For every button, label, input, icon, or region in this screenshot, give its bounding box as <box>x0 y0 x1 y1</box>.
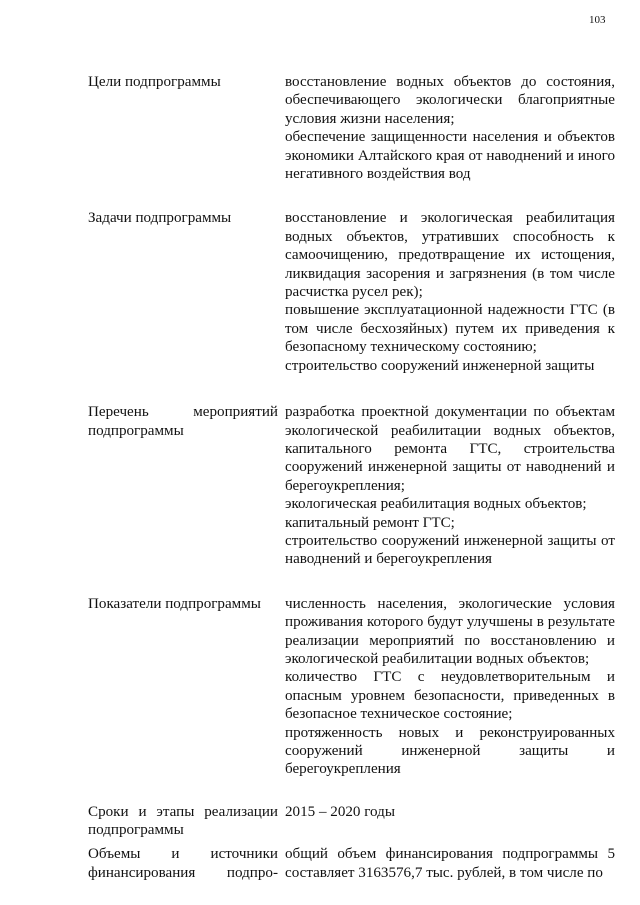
tasks-paragraph-1: восстановление и экологическая реабилитация водных объектов, утративших способность к самоочищению, предотвращение их истощения, ликвидация засорения и загрязнения (в том числе расчистка русел рек); <box>285 210 615 301</box>
subprogram-passport-table <box>0 73 640 882</box>
goals-paragraph-1: восстановление водных объектов до состояния, обеспечивающего экологически благоприятные условия жизни населения; <box>285 74 615 127</box>
row-content-goals <box>285 73 615 183</box>
row-content-indicators <box>285 595 615 779</box>
row-indicators <box>0 595 640 779</box>
financing-paragraph-1: общий объем финансирования подпрограммы 5 составляет 3163576,7 тыс. рублей, в том числе по <box>285 846 615 881</box>
row-label-tasks: Задачи подпрограммы <box>88 210 232 227</box>
events-paragraph-4: строительство сооружений инженерной защиты от наводнений и берегоукрепления <box>285 532 615 568</box>
goals-paragraph-2: обеспечение защищенности населения и объектов экономики Алтайского края от наводнений и иного негативного воздействия вод <box>285 129 615 183</box>
row-label-goals: Цели подпрограммы <box>88 74 221 90</box>
events-paragraph-3: капитальный ремонт ГТС; <box>285 514 455 531</box>
row-financing <box>0 845 640 882</box>
events-paragraph-1: разработка проектной документации по объектам экологической реабилитации водных объектов, капитального ремонта ГТС, строительства сооружений инженерной защиты от наводнений и берегоукрепления; <box>285 404 615 494</box>
terms-paragraph-1: 2015 – 2020 годы <box>285 803 395 820</box>
row-label-events: Перечень мероприятий подпрограммы <box>88 404 278 439</box>
indicators-paragraph-2: количество ГТС с неудовлетворительным и опасным уровнем безопасности, приведенных в безопасное техническое состояние; <box>285 669 615 723</box>
row-events <box>0 403 640 569</box>
row-content-terms <box>285 803 615 821</box>
indicators-paragraph-3: протяженность новых и реконструированных сооружений инженерной защиты и берегоукрепления <box>285 724 615 778</box>
row-label-financing: Объемы и источники финансирования подпро- <box>88 846 278 881</box>
events-paragraph-2: экологическая реабилитация водных объектов; <box>285 496 587 513</box>
row-label-indicators: Показатели подпрограммы <box>88 595 261 612</box>
indicators-paragraph-1: численность населения, экологические условия проживания которого будут улучшены в результате реализации мероприятий по восстановлению и экологической реабилитации водных объектов; <box>285 595 615 667</box>
page-number: 103 <box>589 14 606 26</box>
row-terms <box>0 803 640 839</box>
row-goals <box>0 73 640 183</box>
tasks-paragraph-3: строительство сооружений инженерной защиты <box>285 357 595 374</box>
row-content-events <box>285 403 615 569</box>
row-content-tasks <box>285 209 615 375</box>
row-label-terms: Сроки и этапы реализации подпрограммы <box>88 803 278 839</box>
tasks-paragraph-2: повышение эксплуатационной надежности ГТС (в том числе бесхозяйных) путем их приведения к безопасному техническому состоянию; <box>285 302 615 356</box>
row-content-financing <box>285 845 615 882</box>
row-tasks <box>0 209 640 375</box>
